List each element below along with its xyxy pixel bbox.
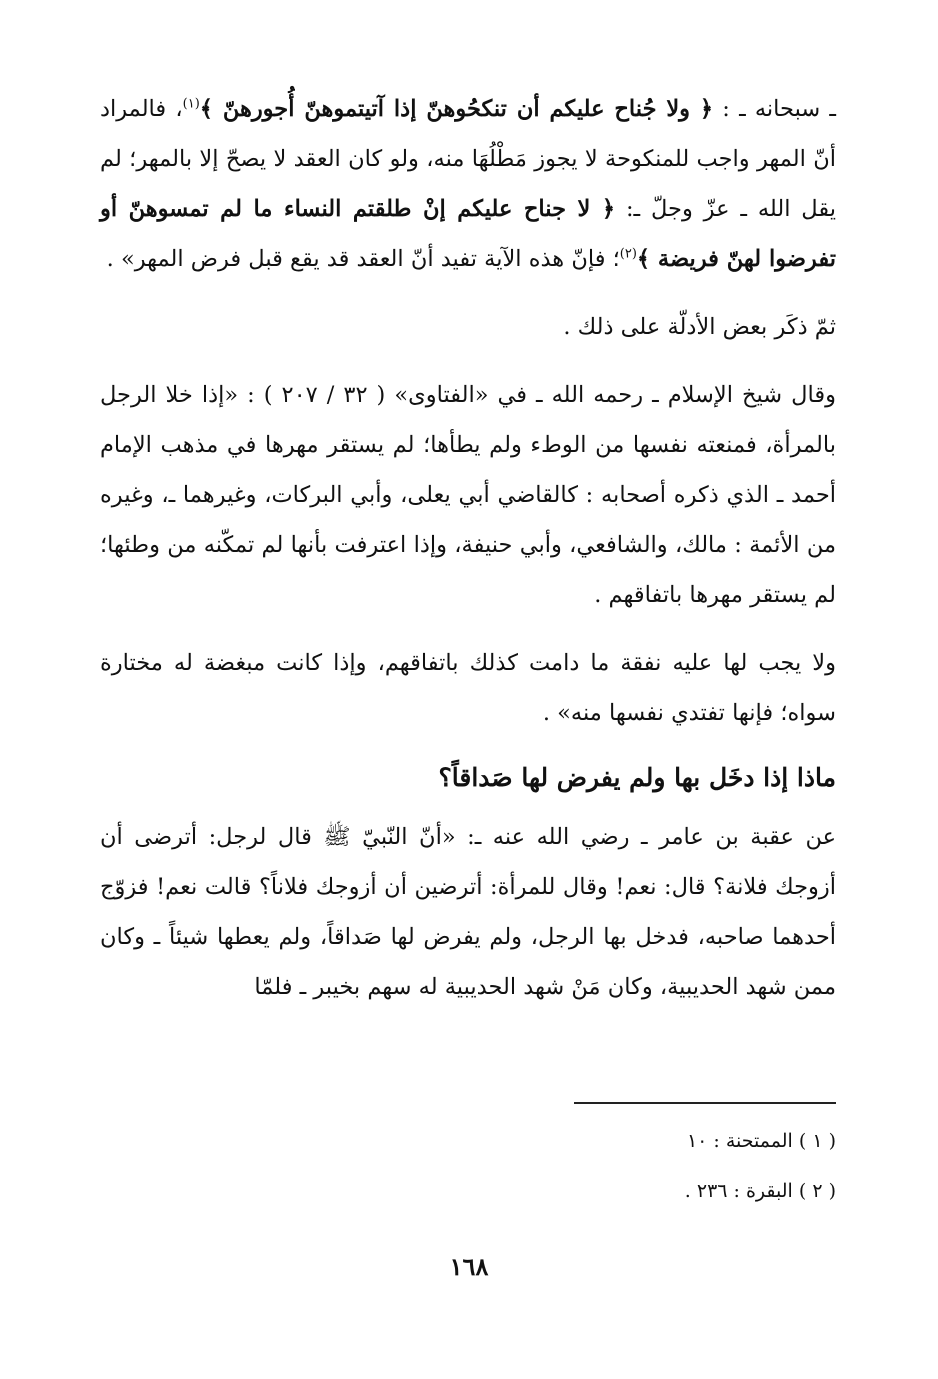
text-segment: وقال شيخ الإسلام ـ رحمه الله ـ في «الفتاوى» ( ٣٢ / ٢٠٧ ) : «إذا خلا الرجل بالمرأة، فمنعته نفسها من الوطء ولم يطأها؛ لم يستقر مهرها في مذهب الإمام أحمد ـ الذي ذكره أصحابه : كالقاضي أبي يعلى، وأبي البركات، وغيرهما ـ، وغيره من الأئمة : مالك، والشافعي، وأبي حنيفة، وإذا اعترفت بأنها لم تمكّنه من وطئها؛ لم يستقر مهرها باتفاقهم . [100,382,836,608]
main-text [100,84,836,1012]
paragraph-fatawa-quote [100,370,836,620]
footnotes [500,1116,836,1216]
text-segment: ثمّ ذكَر بعض الأدلّة على ذلك . [563,314,836,340]
footnote-ref: (٢) [619,246,637,262]
text-segment: ؛ فإنّ هذه الآية تفيد أنّ العقد قد يقع قبل فرض المهر» . [106,246,620,272]
footnote-divider [574,1102,836,1104]
text-segment: ولا يجب لها عليه نفقة ما دامت كذلك باتفاقهم، وإذا كانت مبغضة له مختارة سواه؛ فإنها تفتدي نفسها منه» . [100,650,836,726]
page-number: ١٦٨ [449,1252,489,1281]
footnote-1: ( ١ ) الممتحنة : ١٠ [686,1130,836,1152]
footnote-2: ( ٢ ) البقرة : ٢٣٦ . [684,1180,836,1202]
footnote-ref: (١) [182,96,200,112]
section-heading: ماذا إذا دخَل بها ولم يفرض لها صَداقاً؟ [438,763,836,792]
paragraph-nafaqa [100,638,836,738]
paragraph-evidence [100,302,836,352]
text-segment: عن عقبة بن عامر ـ رضي الله عنه ـ: «أنّ النّبيّ ﷺ قال لرجل: أترضى أن أزوجك فلانة؟ قال: نعم! وقال للمرأة: أترضين أن أزوجك فلاناً؟ قالت نعم! فزوّج أحدهما صاحبه، فدخل بها الرجل، ولم يفرض لها صَداقاً، ولم يعطها شيئاً ـ وكان ممن شهد الحديبية، وكان مَنْ شهد الحديبية له سهم بخيبر ـ فلمّا [100,824,836,1000]
quran-verse: ﴿ لا جناح عليكم إنْ طلقتم النساء ما لم تمسوهنّ أو تفرضوا لهنّ فريضة ﴾ [100,196,836,272]
text-segment: ـ سبحانه ـ : [713,96,836,122]
quran-verse: ﴿ ولا جُناح عليكم أن تنكحُوهنّ إذا آتيتموهنّ أُجورهنّ ﴾ [199,96,714,122]
text-segment: ، فالمراد أنّ المهر واجب للمنكوحة لا يجوز مَطْلُهَا منه، ولو كان العقد لا يصحّ إلا بالمهر؛ لم يقل الله ـ عزّ وجلّ ـ: [100,96,836,222]
paragraph-hadith [100,812,836,1012]
paragraph-quran-mahr [100,84,836,284]
